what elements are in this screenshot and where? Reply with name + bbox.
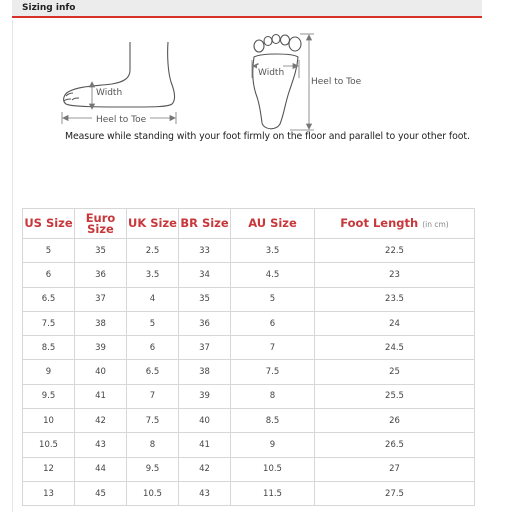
table-cell: 35 bbox=[75, 239, 127, 263]
table-cell: 37 bbox=[179, 336, 231, 360]
table-row bbox=[23, 457, 475, 481]
table-cell: 42 bbox=[75, 409, 127, 433]
header-uk-size: UK Size bbox=[127, 209, 179, 239]
table-cell: 4.5 bbox=[231, 263, 315, 287]
table-cell: 27.5 bbox=[315, 481, 475, 505]
table-cell: 7.5 bbox=[231, 360, 315, 384]
table-cell: 37 bbox=[75, 287, 127, 311]
table-cell: 26 bbox=[315, 409, 475, 433]
table-row bbox=[23, 287, 475, 311]
foot-measure-diagram bbox=[0, 0, 508, 208]
table-cell: 38 bbox=[179, 360, 231, 384]
table-cell: 25 bbox=[315, 360, 475, 384]
table-cell: 6 bbox=[127, 336, 179, 360]
table-row bbox=[23, 336, 475, 360]
table-cell: 23 bbox=[315, 263, 475, 287]
table-cell: 8 bbox=[231, 384, 315, 408]
header-foot-length bbox=[315, 209, 475, 239]
table-cell: 35 bbox=[179, 287, 231, 311]
table-cell: 8 bbox=[127, 433, 179, 457]
foot-length-label: Foot Length bbox=[340, 215, 419, 230]
table-cell: 6.5 bbox=[23, 287, 75, 311]
table-cell: 7.5 bbox=[127, 409, 179, 433]
table-cell: 34 bbox=[179, 263, 231, 287]
table-row bbox=[23, 311, 475, 335]
table-row bbox=[23, 409, 475, 433]
table-cell: 12 bbox=[23, 457, 75, 481]
table-cell: 39 bbox=[179, 384, 231, 408]
table-cell: 24 bbox=[315, 311, 475, 335]
table-cell: 5 bbox=[231, 287, 315, 311]
table-cell: 41 bbox=[75, 384, 127, 408]
table-cell: 10.5 bbox=[231, 457, 315, 481]
table-cell: 6 bbox=[231, 311, 315, 335]
table-cell: 4 bbox=[127, 287, 179, 311]
table-cell: 9 bbox=[231, 433, 315, 457]
table-cell: 36 bbox=[75, 263, 127, 287]
table-row bbox=[23, 433, 475, 457]
table-cell: 40 bbox=[179, 409, 231, 433]
section-title: Sizing info bbox=[22, 3, 76, 13]
table-row bbox=[23, 263, 475, 287]
table-cell: 45 bbox=[75, 481, 127, 505]
table-cell: 22.5 bbox=[315, 239, 475, 263]
table-row bbox=[23, 384, 475, 408]
table-cell: 5 bbox=[127, 311, 179, 335]
table-cell: 24.5 bbox=[315, 336, 475, 360]
side-width-label: Width bbox=[96, 88, 123, 98]
table-header-row bbox=[23, 209, 475, 239]
table-row bbox=[23, 360, 475, 384]
table-cell: 38 bbox=[75, 311, 127, 335]
table-cell: 44 bbox=[75, 457, 127, 481]
side-length-label: Heel to Toe bbox=[96, 115, 147, 125]
table-cell: 25.5 bbox=[315, 384, 475, 408]
table-row bbox=[23, 239, 475, 263]
table-cell: 7 bbox=[127, 384, 179, 408]
table-cell: 7.5 bbox=[23, 311, 75, 335]
table-cell: 43 bbox=[179, 481, 231, 505]
table-cell: 10.5 bbox=[23, 433, 75, 457]
top-width-label: Width bbox=[258, 68, 285, 78]
table-cell: 3.5 bbox=[127, 263, 179, 287]
table-cell: 43 bbox=[75, 433, 127, 457]
table-cell: 9.5 bbox=[23, 384, 75, 408]
table-cell: 41 bbox=[179, 433, 231, 457]
table-cell: 9.5 bbox=[127, 457, 179, 481]
foot-length-unit: (in cm) bbox=[422, 219, 449, 229]
table-cell: 8.5 bbox=[231, 409, 315, 433]
table-cell: 36 bbox=[179, 311, 231, 335]
table-cell: 40 bbox=[75, 360, 127, 384]
footprint-illustration bbox=[253, 35, 301, 129]
size-chart-table bbox=[22, 208, 475, 506]
header-euro-size: Euro Size bbox=[75, 209, 127, 239]
table-cell: 39 bbox=[75, 336, 127, 360]
header-br-size: BR Size bbox=[179, 209, 231, 239]
table-cell: 6.5 bbox=[127, 360, 179, 384]
table-cell: 42 bbox=[179, 457, 231, 481]
table-cell: 27 bbox=[315, 457, 475, 481]
table-cell: 26.5 bbox=[315, 433, 475, 457]
table-cell: 33 bbox=[179, 239, 231, 263]
table-cell: 23.5 bbox=[315, 287, 475, 311]
table-cell: 7 bbox=[231, 336, 315, 360]
table-cell: 13 bbox=[23, 481, 75, 505]
table-cell: 8.5 bbox=[23, 336, 75, 360]
table-cell: 3.5 bbox=[231, 239, 315, 263]
measure-instruction: Measure while standing with your foot firmly on the floor and parallel to your other foot. bbox=[65, 131, 470, 142]
header-us-size: US Size bbox=[23, 209, 75, 239]
table-cell: 6 bbox=[23, 263, 75, 287]
table-cell: 2.5 bbox=[127, 239, 179, 263]
table-cell: 11.5 bbox=[231, 481, 315, 505]
table-cell: 10.5 bbox=[127, 481, 179, 505]
header-au-size: AU Size bbox=[231, 209, 315, 239]
table-row bbox=[23, 481, 475, 505]
table-cell: 10 bbox=[23, 409, 75, 433]
table-cell: 5 bbox=[23, 239, 75, 263]
top-length-label: Heel to Toe bbox=[311, 77, 362, 87]
side-width-arrow bbox=[90, 82, 95, 109]
table-cell: 9 bbox=[23, 360, 75, 384]
